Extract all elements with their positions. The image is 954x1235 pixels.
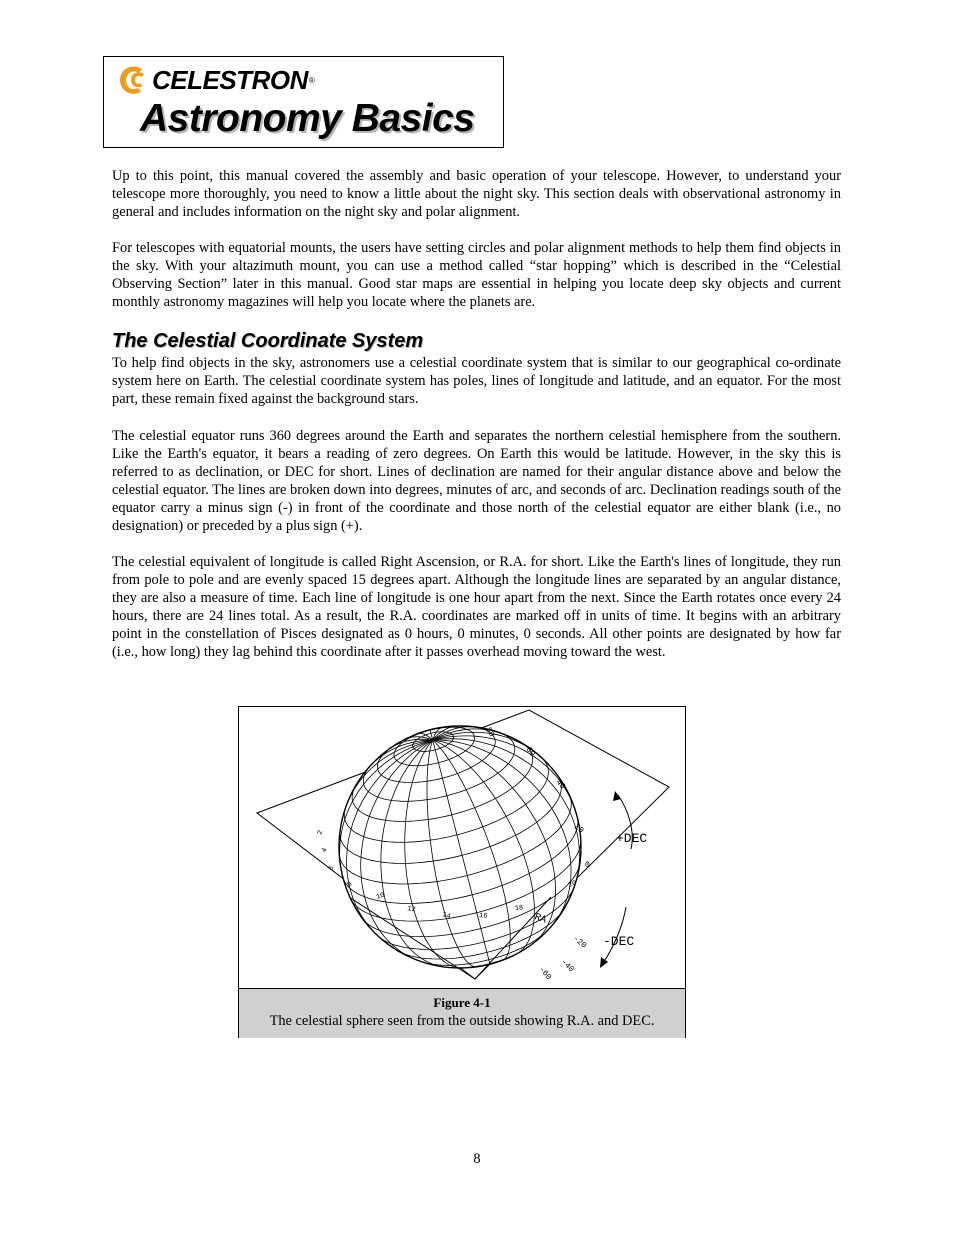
ra-tick-label: 6 [327, 864, 336, 873]
figure-caption-box [239, 988, 685, 1038]
brand-name: CELESTRON [152, 64, 308, 95]
ra-tick-label: 10 [375, 891, 386, 902]
page-number: 8 [473, 1151, 481, 1167]
dec-tick-label: 20 [572, 822, 586, 836]
registered-mark: ® [308, 75, 315, 85]
celestron-logo [118, 63, 315, 97]
header-box [103, 56, 504, 148]
ra-tick-label: 12 [406, 905, 417, 915]
dec-tick-label: 80 [483, 726, 497, 739]
section-heading: The Celestial Coordinate System [112, 330, 424, 352]
figure-caption: The celestial sphere seen from the outside showing R.A. and DEC. [269, 1013, 655, 1029]
dec-tick-label: -60 [536, 965, 553, 982]
dec-tick-label: 40 [553, 778, 567, 792]
dec-arrow-up-head [613, 791, 621, 801]
figure-label: Figure 4-1 [433, 995, 491, 1010]
celestron-swoosh-icon [118, 64, 148, 96]
ra-tick-label: 4 [320, 846, 330, 855]
celestial-sphere-diagram [239, 707, 685, 988]
ra-label: RA [532, 912, 548, 927]
dec-tick-label: 60 [523, 745, 537, 759]
dec-tick-label: -40 [558, 957, 576, 975]
ra-tick-label: 20 [567, 879, 578, 890]
intro-paragraph-2: For telescopes with equatorial mounts, the users have setting circles and polar alignment methods to help them find objects in the sky. With your altazimuth mount, you can use a method called “star hopping” which is described in the “Celestial Observing Section” later in this manual. Good star maps are essential in helping you locate deep sky objects and current monthly astronomy magazines will help you locate where the planets are. [112, 240, 841, 310]
figure-celestial-sphere [238, 706, 686, 1038]
dec-arrow-down-head [600, 957, 608, 968]
section-paragraph-2: The celestial equator runs 360 degrees around the Earth and separates the northern celestial hemisphere from the southern. Like the Earth's equator, it bears a reading of zero degrees. On Earth this would be latitude. However, in the sky this is referred to as declination, or DEC for short. Lines of declination are named for their angular distance above and below the celestial equator. The lines are broken down into degrees, minutes of arc, and seconds of arc. Declination readings south of the equator carry a minus sign (-) in front of the coordinate and those north of the celestial equator are either blank (i.e., no designation) or preceded by a plus sign (+). [112, 428, 841, 534]
ra-tick-label: 18 [514, 904, 524, 913]
dec-tick-label: -20 [571, 934, 588, 951]
intro-paragraph-1: Up to this point, this manual covered the assembly and basic operation of your telescope. However, to understand your telescope more thoroughly, you need to know a little about the night sky. This section deals with observational astronomy in general and includes information on the night sky and polar alignment. [112, 168, 841, 220]
ra-tick-label: 14 [441, 911, 452, 922]
section-paragraph-1: To help find objects in the sky, astronomers use a celestial coordinate system that is similar to our geographical co-ordinate system here on Earth. The celestial coordinate system has poles, lines of longitude and latitude, and an equator. For the most part, these remain fixed against the background stars. [112, 355, 841, 407]
section-paragraph-3: The celestial equivalent of longitude is called Right Ascension, or R.A. for short. Like the Earth's lines of longitude, they run from pole to pole and are evenly spaced 15 degrees apart. Although the longitude lines are separated by an angular distance, they are also a measure of time. Each line of longitude is one hour apart from the next. Since the Earth rotates once every 24 hours, there are 24 lines total. As a result, the R.A. coordinates are marked off in units of time. It begins with an arbitrary point in the constellation of Pisces designated as 0 hours, 0 minutes, 0 seconds. All other points are designated by how far (i.e., how long) they lag behind this coordinate after it passes overhead moving toward the west. [112, 554, 841, 660]
ra-tick-label: 8 [345, 880, 355, 890]
dec-tick-label: 0 [585, 861, 590, 870]
section-banner-title: Astronomy Basics [140, 97, 475, 140]
ra-tick-label: 16 [478, 912, 488, 921]
ra-tick-label: 2 [316, 829, 326, 837]
minus-dec-label: -DEC [603, 934, 635, 949]
plus-dec-label: +DEC [616, 831, 648, 846]
